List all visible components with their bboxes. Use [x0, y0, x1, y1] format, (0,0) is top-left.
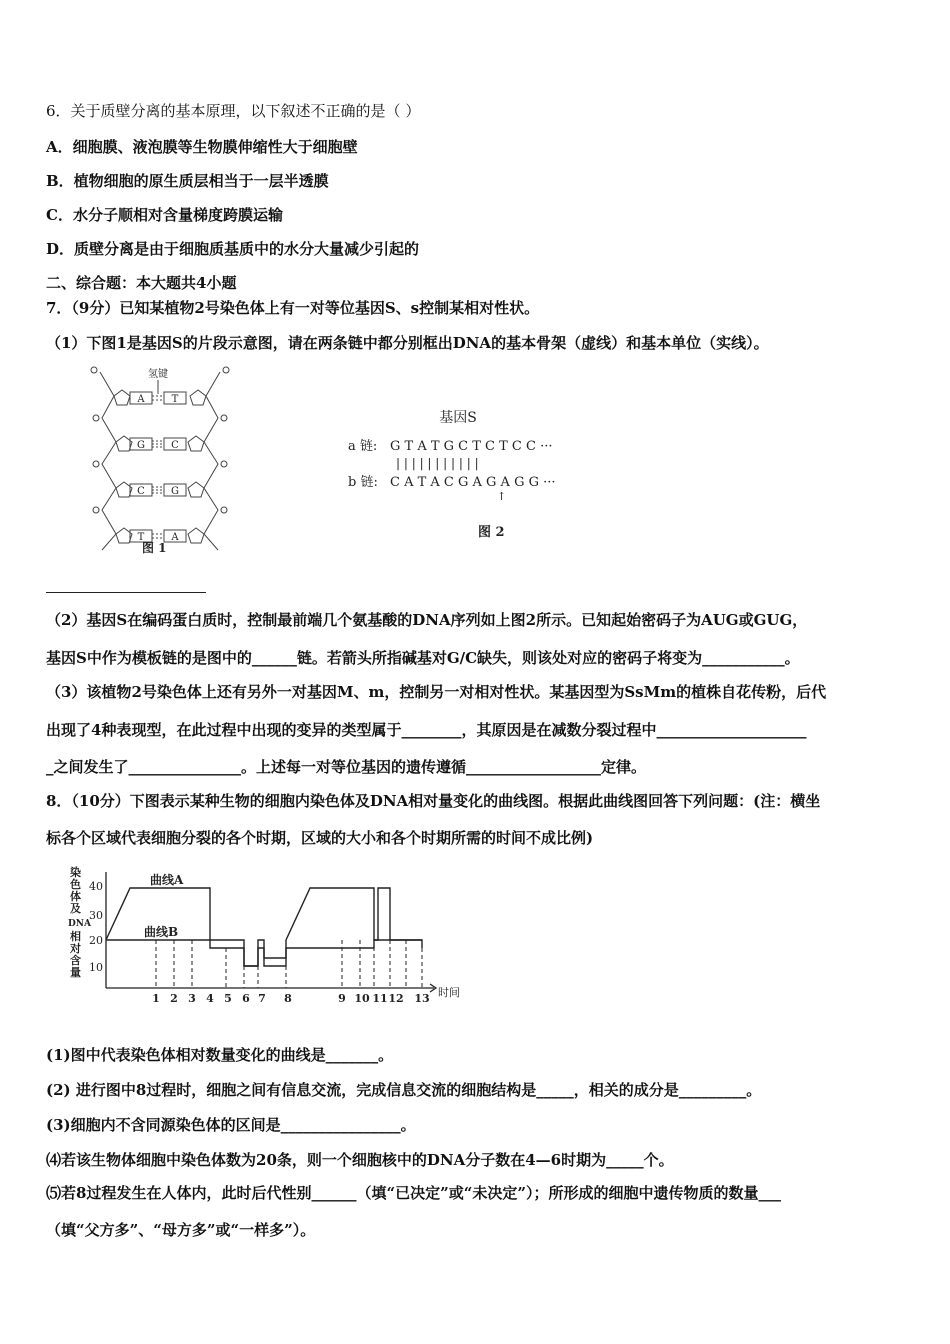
- q7-part3-line2: 出现了4种表现型，在此过程中出现的变异的类型属于________，其原因是在减数分裂过程中____________________: [46, 721, 807, 739]
- dna-structure-figure: [80, 366, 240, 556]
- base: C: [137, 486, 145, 497]
- base: G: [171, 486, 179, 497]
- x-tick-label: 12: [388, 992, 404, 1005]
- q7-part2-line2: 基因S中作为模板链的是图中的______链。若箭头所指碱基对G/C缺失，则该处对应的密码子将变为___________。: [46, 649, 800, 667]
- x-tick-label: 11: [372, 992, 388, 1005]
- svg-text:染: 染: [70, 866, 81, 879]
- y-tick-label: 40: [89, 880, 103, 893]
- q6-option-a: A．细胞膜、液泡膜等生物膜伸缩性大于细胞壁: [46, 138, 358, 156]
- base: T: [171, 394, 179, 405]
- base: G: [137, 440, 145, 451]
- curve-a-label: 曲线A: [150, 873, 184, 887]
- q8-sub5-line1: ⑸若8过程发生在人体内，此时后代性别______（填“已决定”或“未决定”）；所形成的细胞中遗传物质的数量___: [46, 1184, 781, 1202]
- q7-part1: （1）下图1是基因S的片段示意图，请在两条链中都分别框出DNA的基本骨架（虚线）和基本单位（实线）。: [46, 334, 769, 352]
- q8-sub4: ⑷若该生物体细胞中染色体数为20条，则一个细胞核中的DNA分子数在4—6时期为_____个。: [46, 1151, 674, 1169]
- pairing-bars: | | | | | | | | | | |: [396, 456, 479, 470]
- y-tick-label: 30: [89, 909, 103, 922]
- hbond-label: 氢键: [148, 369, 168, 380]
- q8-stem-line1: 8．（10分）下图表示某种生物的细胞内染色体及DNA相对量变化的曲线图。根据此曲线图回答下列问题：(注：横坐: [46, 792, 821, 810]
- svg-text:色: 色: [70, 878, 81, 891]
- q8-sub1: (1)图中代表染色体相对数量变化的曲线是_______。: [46, 1046, 394, 1064]
- mutation-arrow: ↑: [497, 490, 507, 503]
- y-axis-label: 染色体及DNA相对含量: [66, 864, 77, 865]
- base: C: [171, 440, 179, 451]
- q8-sub5-line2: （填“父方多”、“母方多”或“一样多”）。: [46, 1221, 316, 1239]
- x-tick-label: 5: [224, 992, 232, 1005]
- b-strand-sequence: C A T A C G A G A G G ···: [390, 475, 556, 490]
- q6-stem: 6．关于质壁分离的基本原理，以下叙述不正确的是（ ）: [46, 102, 421, 120]
- q7-part2-line1: （2）基因S在编码蛋白质时，控制最前端几个氨基酸的DNA序列如上图2所示。已知起始密码子为AUG或GUG，: [46, 611, 808, 629]
- x-tick-label: 3: [188, 992, 196, 1005]
- x-tick-label: 4: [206, 992, 214, 1005]
- x-tick-label: 2: [170, 992, 178, 1005]
- q6-option-b: B．植物细胞的原生质层相当于一层半透膜: [46, 172, 329, 190]
- q8-stem-line2: 标各个区域代表细胞分裂的各个时期，区域的大小和各个时期所需的时间不成比例): [46, 829, 594, 847]
- figure2-title: 基因S: [439, 410, 477, 426]
- svg-text:相: 相: [70, 930, 81, 943]
- svg-text:DNA: DNA: [68, 919, 92, 929]
- x-tick-label: 10: [354, 992, 370, 1005]
- q6-option-c: C．水分子顺相对含量梯度跨膜运输: [46, 206, 283, 224]
- x-axis-label: 时间: [438, 986, 460, 999]
- a-strand-label: a 链:: [348, 439, 378, 454]
- q6-option-d: D．质壁分离是由于细胞质基质中的水分大量减少引起的: [46, 240, 420, 258]
- chromosome-dna-chart: [66, 864, 486, 1024]
- curve-b-label: 曲线B: [144, 925, 179, 939]
- q7-stem: 7．（9分）已知某植物2号染色体上有一对等位基因S、s控制某相对性状。: [46, 299, 540, 317]
- q7-part3-line1: （3）该植物2号染色体上还有另外一对基因M、m，控制另一对相对性状。某基因型为SsMm的植株自花传粉，后代: [46, 683, 827, 701]
- svg-text:对: 对: [70, 942, 81, 955]
- figure2-caption: 图 2: [478, 525, 505, 540]
- x-tick-label: 7: [258, 992, 266, 1005]
- answer-blank-line: [46, 592, 206, 593]
- base: A: [137, 394, 145, 405]
- y-tick-label: 10: [89, 961, 103, 974]
- section-heading: 二、综合题：本大题共4小题: [46, 274, 237, 292]
- svg-text:体: 体: [70, 890, 81, 903]
- x-tick-label: 1: [152, 992, 160, 1005]
- svg-text:量: 量: [70, 966, 81, 979]
- q8-sub3: (3)细胞内不含同源染色体的区间是________________。: [46, 1116, 416, 1134]
- q7-part3-line3: _之间发生了_______________。上述每一对等位基因的遗传遵循__________________定律。: [46, 758, 647, 776]
- x-tick-label: 13: [414, 992, 430, 1005]
- svg-text:及: 及: [70, 902, 81, 915]
- svg-text:含: 含: [70, 954, 81, 967]
- gene-s-sequence-figure: [340, 400, 580, 545]
- x-tick-label: 9: [338, 992, 346, 1005]
- b-strand-label: b 链:: [348, 475, 378, 490]
- figure1-caption: 图 1: [142, 541, 167, 555]
- y-tick-label: 20: [89, 934, 103, 947]
- a-strand-sequence: G T A T G C T C T C C ···: [390, 439, 553, 454]
- x-tick-label: 8: [284, 992, 292, 1005]
- base: A: [171, 532, 179, 543]
- base: T: [137, 532, 145, 543]
- x-tick-label: 6: [242, 992, 250, 1005]
- q8-sub2: (2) 进行图中8过程时，细胞之间有信息交流，完成信息交流的细胞结构是_____，相关的成分是_________。: [46, 1081, 762, 1099]
